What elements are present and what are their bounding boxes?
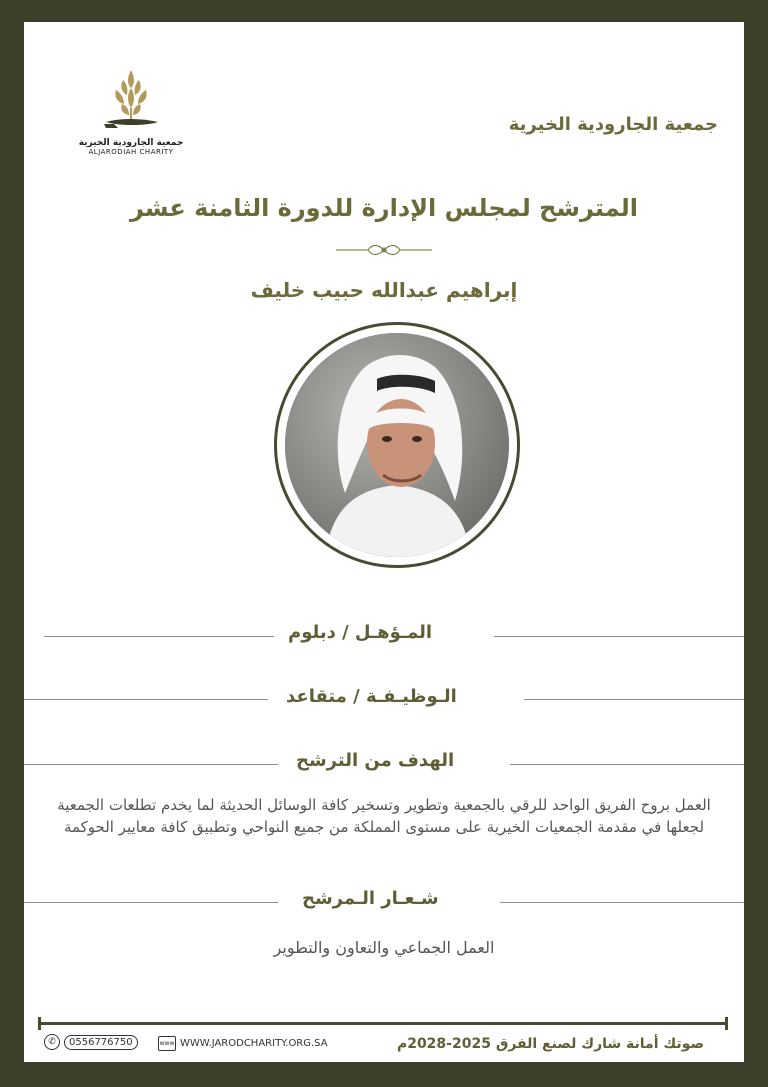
charity-logo (76, 66, 186, 156)
candidate-photo (285, 333, 509, 557)
poster-card (24, 22, 744, 1062)
headline: المترشح لمجلس الإدارة للدورة الثامنة عشر (129, 194, 639, 222)
qualification-rule-right (494, 636, 744, 637)
phone-number: 0556776750 (64, 1035, 138, 1050)
goal-text: العمل بروح الفريق الواحد للرقي بالجمعية وتطوير وتسخير كافة الوسائل الحديثة لما يخدم تطلعات الجمعية لجعلها في مقدمة الجمعيات الخيرية على مستوى المملكة من جميع النواحي وتطبيق كافة معايير الحوكمة (57, 796, 711, 836)
slogan-rule-left (24, 902, 278, 903)
job-label: الـوظيـفـة / متقاعد (286, 686, 457, 707)
job-rule-right (524, 699, 744, 700)
candidate-name: إبراهيم عبدالله حبيب خليف (250, 278, 518, 302)
slogan-rule-right (500, 902, 744, 903)
goal-title: الهدف من الترشح (296, 750, 455, 771)
website-text: WWW.JARODCHARITY.ORG.SA (180, 1038, 328, 1049)
footer-phone (44, 1034, 138, 1050)
footer-website (158, 1036, 328, 1051)
candidate-photo-frame (274, 322, 520, 568)
goal-rule-left (24, 764, 278, 765)
ornament-divider-icon (334, 242, 434, 258)
goal-rule-right (510, 764, 744, 765)
wheat-logo-icon (96, 66, 166, 136)
footer-slogan: صوتك أمانة شارك لصنع الفرق 2025-2028م (396, 1036, 704, 1052)
org-name: جمعية الجارودية الخيرية (508, 114, 718, 135)
qualification-rule-left (44, 636, 274, 637)
logo-arabic-text: جمعية الجارودية الخيرية (78, 138, 184, 148)
logo-english-text: ALJARODIAH CHARITY (88, 148, 174, 156)
qualification-label: المـؤهـل / دبلوم (288, 622, 433, 643)
job-rule-left (24, 699, 268, 700)
slogan-text: العمل الجماعي والتعاون والتطوير (273, 938, 495, 957)
footer-divider (38, 1022, 728, 1025)
phone-icon: ✆ (44, 1034, 60, 1050)
globe-www-icon: www (158, 1036, 176, 1051)
slogan-title: شـعـار الـمرشح (302, 888, 439, 909)
